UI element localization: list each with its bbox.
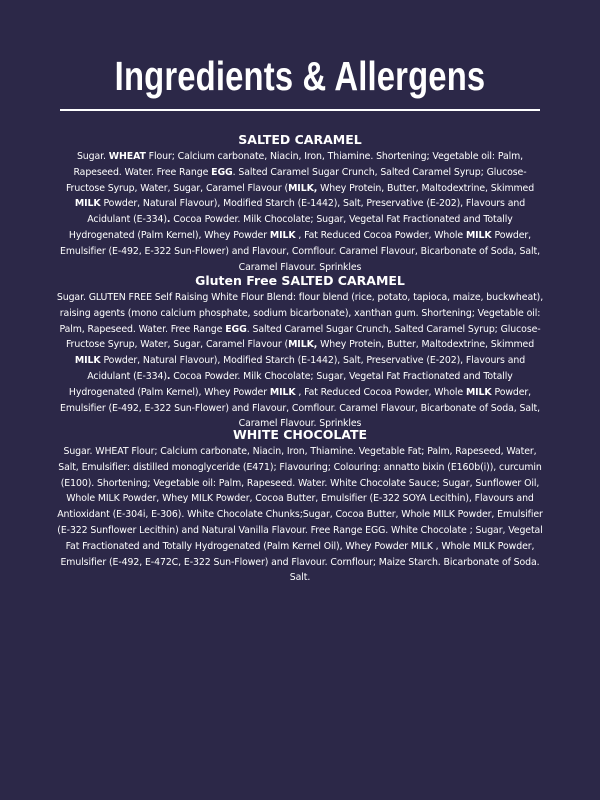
allergen-highlight: MILK [269,386,296,398]
section-white-chocolate [56,426,544,586]
allergen-highlight: . [166,370,171,382]
allergen-highlight: MILK [74,198,101,210]
section-heading: Gluten Free SALTED CARAMEL [195,273,405,288]
page-title: Ingredients & Allergens [114,53,486,99]
allergen-highlight: EGG [211,166,233,178]
ingredient-text: Whey Protein, Butter, Maltodextrine, Skimmed [317,182,535,194]
ingredients-text [56,290,544,432]
ingredient-text: Cocoa Powder. Milk Chocolate; Sugar, Vegetal Fat Fractionated and Totally Hydrogenated (Palm Kernel), Whey Powder [68,214,513,241]
ingredient-text: Sugar. GLUTEN FREE Self Raising White Flour Blend: flour blend (rice, potato, tapioca, maize, buckwheat), raising agents (mono calcium phosphate, sodium bicarbonate), xanthan gum. Shortening; Vegetable oil: Palm, Rapeseed. Water. Free Range [56,292,544,335]
ingredient-text: Powder, Natural Flavour), Modified Starch (E-1442), Salt, Preservative (E-202), Flavours and Acidulant (E-334) [87,355,526,382]
ingredient-text: Powder, Emulsifier (E-492, E-322 Sun-Flower) and Flavour, Cornflour. Caramel Flavour, Bicarbonate of Soda, Salt, Caramel Flavour. Sprinkles [60,229,540,273]
section-gluten-free-salted-caramel [56,272,544,432]
ingredient-text: Cocoa Powder. Milk Chocolate; Sugar, Vegetal Fat Fractionated and Totally Hydrogenated (Palm Kernel), Whey Powder [68,370,513,398]
ingredients-text [56,149,544,275]
ingredient-text: , Fat Reduced Cocoa Powder, Whole [295,229,466,241]
allergen-highlight: MILK, [288,339,318,351]
allergen-highlight: MILK [269,229,296,241]
section-salted-caramel [56,131,544,275]
section-heading: SALTED CARAMEL [238,132,362,147]
ingredient-text: Whey Protein, Butter, Maltodextrine, Skimmed [317,339,535,351]
allergen-highlight: MILK, [288,182,318,194]
title-divider [60,109,540,111]
allergen-highlight: . [166,214,171,226]
ingredient-text: Powder, Emulsifier (E-492, E-322 Sun-Flower) and Flavour, Cornflour. Caramel Flavour, Bicarbonate of Soda, Salt, Caramel Flavour. Sprinkles [60,386,540,430]
allergen-highlight: MILK [74,355,101,367]
allergen-highlight: MILK [465,386,492,398]
section-heading: WHITE CHOCOLATE [232,427,368,442]
ingredients-text [56,444,544,586]
allergen-highlight: WHEAT [108,151,146,162]
ingredient-text: Powder, Natural Flavour), Modified Starch (E-1442), Salt, Preservative (E-202), Flavours and Acidulant (E-334) [87,198,526,226]
ingredient-text: Sugar. WHEAT Flour; Calcium carbonate, Niacin, Iron, Thiamine. Vegetable Fat; Palm, Rapeseed, Water, Salt, Emulsifier: distilled monoglyceride (E471); Flavouring; Colouring: annatto bixin (E160b(i)), curcumin (E100). Shortening; Vegetable oil: Palm, Rapeseed. Water. White Chocolate Sauce; Sugar, Sunflower Oil, Whole MILK Powder, Whey MILK Powder, Cocoa Butter, Emulsifier (E-322 SOYA Lecithin), Flavours and Antioxidant (E-304i, E-306). White Chocolate Chunks;Sugar, Cocoa Butter, Whole MILK Powder, Emulsifier (E-322 Sunflower Lecithin) and Natural Vanilla Flavour. Free Range EGG. White Chocolate ; Sugar, Vegetal Fat Fractionated and Totally Hydrogenated (Palm Kernel Oil), Whey Powder MILK , Whole MILK Powder, Emulsifier (E-492, E-472C, E-322 Sun-Flower) and Flavour. Cornflour; Maize Starch. Bicarbonate of Soda. Salt. [57,446,543,584]
allergen-highlight: MILK [465,229,492,241]
ingredient-text: Flour; Calcium carbonate, Niacin, Iron, Thiamine. Shortening; Vegetable oil: Palm, Rapeseed. Water. Free Range [73,151,524,178]
ingredient-text: Sugar. [76,151,109,162]
ingredient-text: , Fat Reduced Cocoa Powder, Whole [295,386,466,398]
allergen-highlight: EGG [225,323,247,335]
ingredient-text: . Salted Caramel Sugar Crunch, Salted Caramel Syrup; Glucose-Fructose Syrup, Water, Sugar, Caramel Flavour ( [65,323,541,351]
ingredient-text: . Salted Caramel Sugar Crunch, Salted Caramel Syrup; Glucose-Fructose Syrup, Water, Sugar, Caramel Flavour ( [65,166,527,194]
